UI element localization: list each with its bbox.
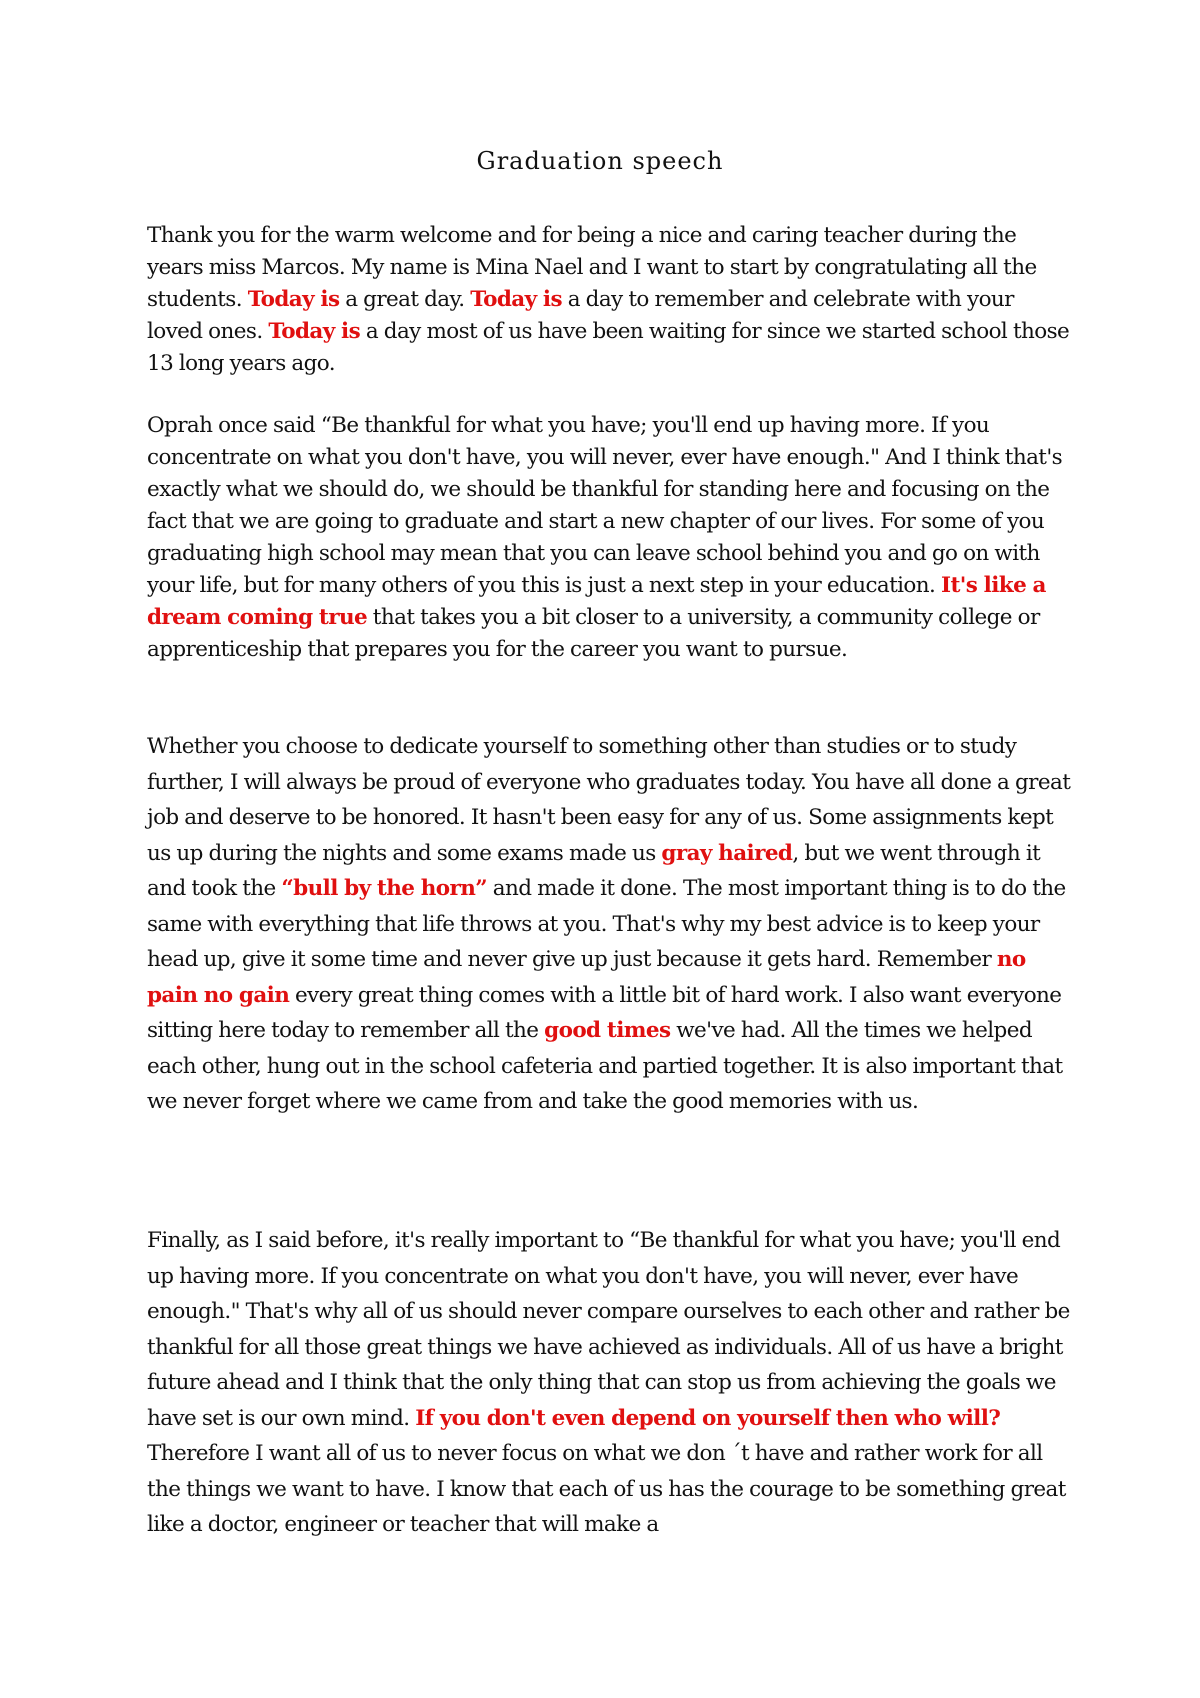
text-run: , but we went through it and took the: [147, 840, 1041, 901]
text-run: we've had. All the times we helped each other, hung out in the school cafeteria and partied together. It is also important that we never forget where we came from and take the good memories with us.: [147, 1018, 1063, 1114]
text-run: Whether you choose to dedicate yourself to something other than studies or to study further, I will always be proud of everyone who graduates today. You have all done a great job and deserve to be honored. It hasn't been easy for any of us. Some assignments kept us up during the nights and some exams made us: [147, 734, 1071, 866]
highlighted-phrase: Today is: [247, 287, 340, 312]
highlighted-phrase: It's like a dream coming true: [147, 573, 1046, 630]
highlighted-phrase: Today is: [470, 287, 562, 312]
text-run: a day most of us have been waiting for since we started school those 13 long years ago.: [147, 319, 1070, 376]
highlighted-phrase: good times: [544, 1018, 671, 1043]
paragraph-4: [147, 1223, 1072, 1543]
paragraph-3: [147, 729, 1072, 1120]
text-run: Finally, as I said before, it's really important to “Be thankful for what you have; you'll end up having more. If you concentrate on what you don't have, you will never, ever have enough." That's why all of us should never compare ourselves to each other and rather be thankful for all those great things we have achieved as individuals. All of us have a bright future ahead and I think that the only thing that can stop us from achieving the goals we have set is our own mind.: [147, 1228, 1070, 1431]
text-run: and made it done. The most important thing is to do the same with everything that life throws at you. That's why my best advice is to keep your head up, give it some time and never give up just because it gets hard. Remember: [147, 876, 1066, 972]
highlighted-phrase: gray haired: [661, 840, 793, 866]
highlighted-phrase: no pain no gain: [147, 947, 1026, 1008]
text-run: that takes you a bit closer to a university, a community college or apprenticeship that prepares you for the career you want to pursue.: [147, 605, 1040, 662]
highlighted-phrase: If you don't even depend on yourself then who will?: [415, 1405, 1001, 1431]
text-run: Oprah once said “Be thankful for what you have; you'll end up having more. If you concentrate on what you don't have, you will never, ever have enough." And I think that's exactly what we should do, we should be thankful for standing here and focusing on the fact that we are going to graduate and start a new chapter of our lives. For some of you graduating high school may mean that you can leave school behind you and go on with your life, but for many others of you this is just a next step in your education.: [147, 413, 1063, 598]
text-run: Therefore I want all of us to never focus on what we don ´t have and rather work for all the things we want to have. I know that each of us has the courage to be something great like a doctor, engineer or teacher that will make a: [147, 1441, 1066, 1537]
paragraph-1: [147, 220, 1072, 380]
text-run: a great day.: [339, 287, 471, 312]
highlighted-phrase: “bull by the horn”: [281, 876, 487, 901]
text-run: every great thing comes with a little bit of hard work. I also want everyone sitting here today to remember all the: [147, 982, 1062, 1043]
highlighted-phrase: Today is: [268, 319, 361, 344]
text-run: Thank you for the warm welcome and for being a nice and caring teacher during the years miss Marcos. My name is Mina Nael and I want to start by congratulating all the students.: [147, 223, 1037, 312]
page-title: Graduation speech: [476, 147, 724, 175]
paragraph-2: [147, 410, 1072, 666]
text-run: a day to remember and celebrate with your loved ones.: [147, 287, 1014, 344]
